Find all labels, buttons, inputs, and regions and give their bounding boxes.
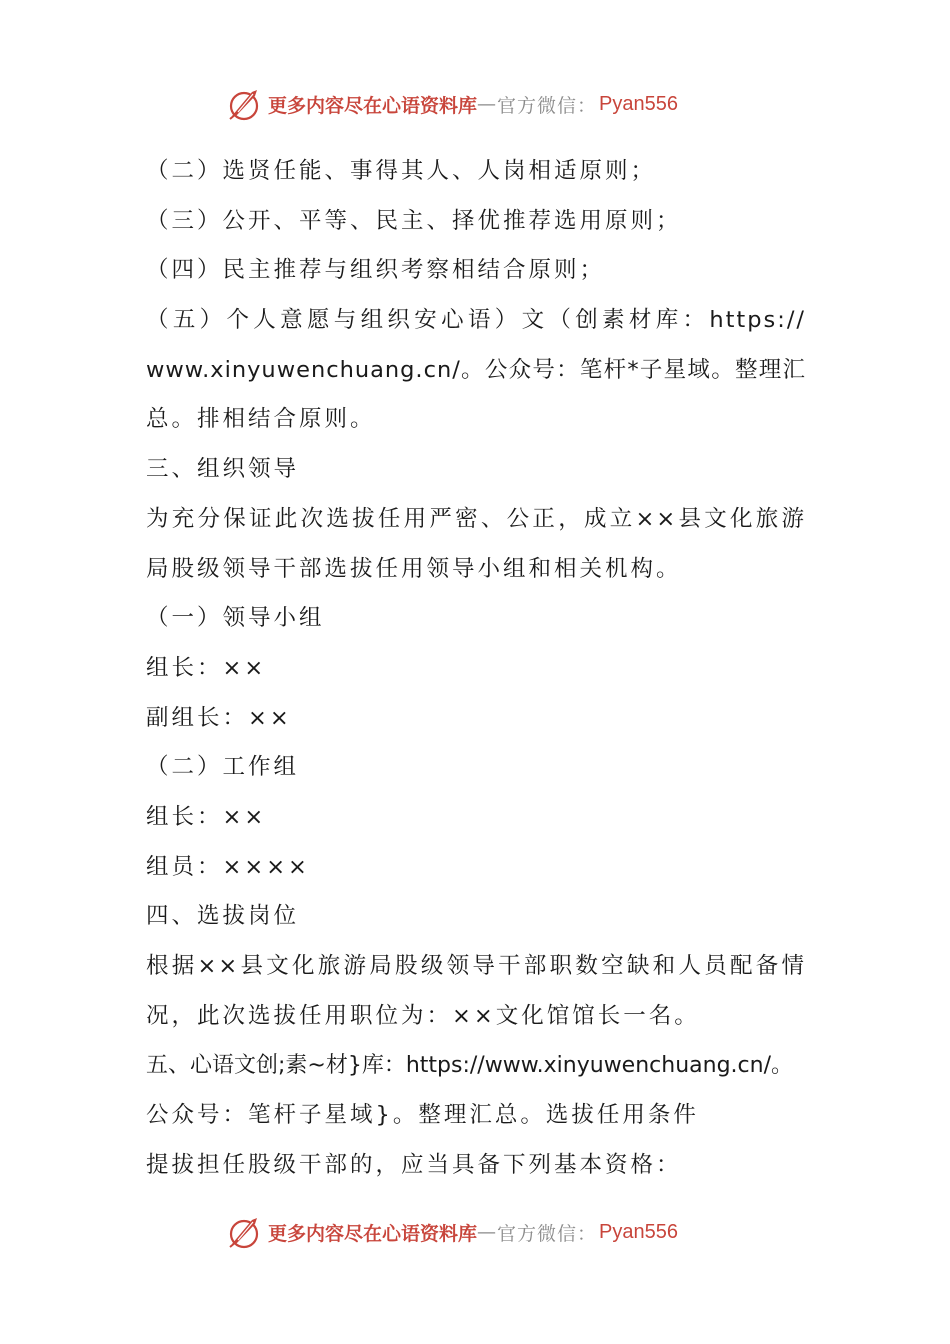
banner-dash: — xyxy=(477,1221,498,1243)
section-heading: 五、心语文创;素~材}库：https://www.xinyuwenchuang.cn/。 xyxy=(146,1053,793,1079)
paragraph-line: （五）个人意愿与组织安心语）文（创素材库：https:// xyxy=(146,307,806,334)
banner-brand-text: 更多内容尽在心语资料库 xyxy=(268,1222,478,1245)
banner-wechat-label: 官方微信： xyxy=(497,1222,598,1245)
paragraph-line: 根据××县文化旅游局股级领导干部职数空缺和人员配备情 xyxy=(146,953,806,979)
paragraph-line: （四）民主推荐与组织考察相结合原则； xyxy=(146,257,606,284)
paragraph-line: 副组长：×× xyxy=(146,704,292,731)
banner-wechat-id: Pyan556 xyxy=(599,92,678,115)
paragraph-line: （三）公开、平等、民主、择优推荐选用原则； xyxy=(146,207,682,234)
paragraph-line: www.xinyuwenchuang.cn/。公众号：笔杆*子星域。整理汇 xyxy=(146,356,806,383)
paragraph-line: 公众号：笔杆子星域}。整理汇总。选拔任用条件 xyxy=(146,1102,699,1129)
paragraph-line: 总。排相结合原则。 xyxy=(146,406,376,433)
paragraph-line: 组长：×× xyxy=(146,654,267,681)
paragraph-line: 局股级领导干部选拔任用领导小组和相关机构。 xyxy=(146,555,682,582)
banner-wechat-id: Pyan556 xyxy=(599,1220,678,1243)
paragraph-line: 组长：×× xyxy=(146,803,267,830)
section-heading: 四、选拔岗位 xyxy=(146,903,300,930)
section-heading: 三、组织领导 xyxy=(146,456,300,483)
banner-brand-text: 更多内容尽在心语资料库 xyxy=(268,94,478,117)
banner-dash: — xyxy=(477,93,498,115)
quill-pen-logo-icon xyxy=(226,86,262,122)
paragraph-line: 组员：×××× xyxy=(146,853,310,880)
paragraph-line: 况，此次选拔任用职位为：××文化馆馆长一名。 xyxy=(146,1002,700,1029)
quill-pen-logo-icon xyxy=(226,1214,262,1250)
header-banner xyxy=(226,84,746,124)
banner-wechat-label: 官方微信： xyxy=(497,94,598,117)
footer-banner xyxy=(226,1212,746,1252)
subsection-heading: （二）工作组 xyxy=(146,754,300,781)
document-body xyxy=(146,147,806,1190)
paragraph-line: 提拔担任股级干部的，应当具备下列基本资格： xyxy=(146,1151,682,1178)
subsection-heading: （一）领导小组 xyxy=(146,605,325,632)
paragraph-line: 为充分保证此次选拔任用严密、公正，成立××县文化旅游 xyxy=(146,505,806,532)
paragraph-line: （二）选贤任能、事得其人、人岗相适原则； xyxy=(146,158,657,184)
